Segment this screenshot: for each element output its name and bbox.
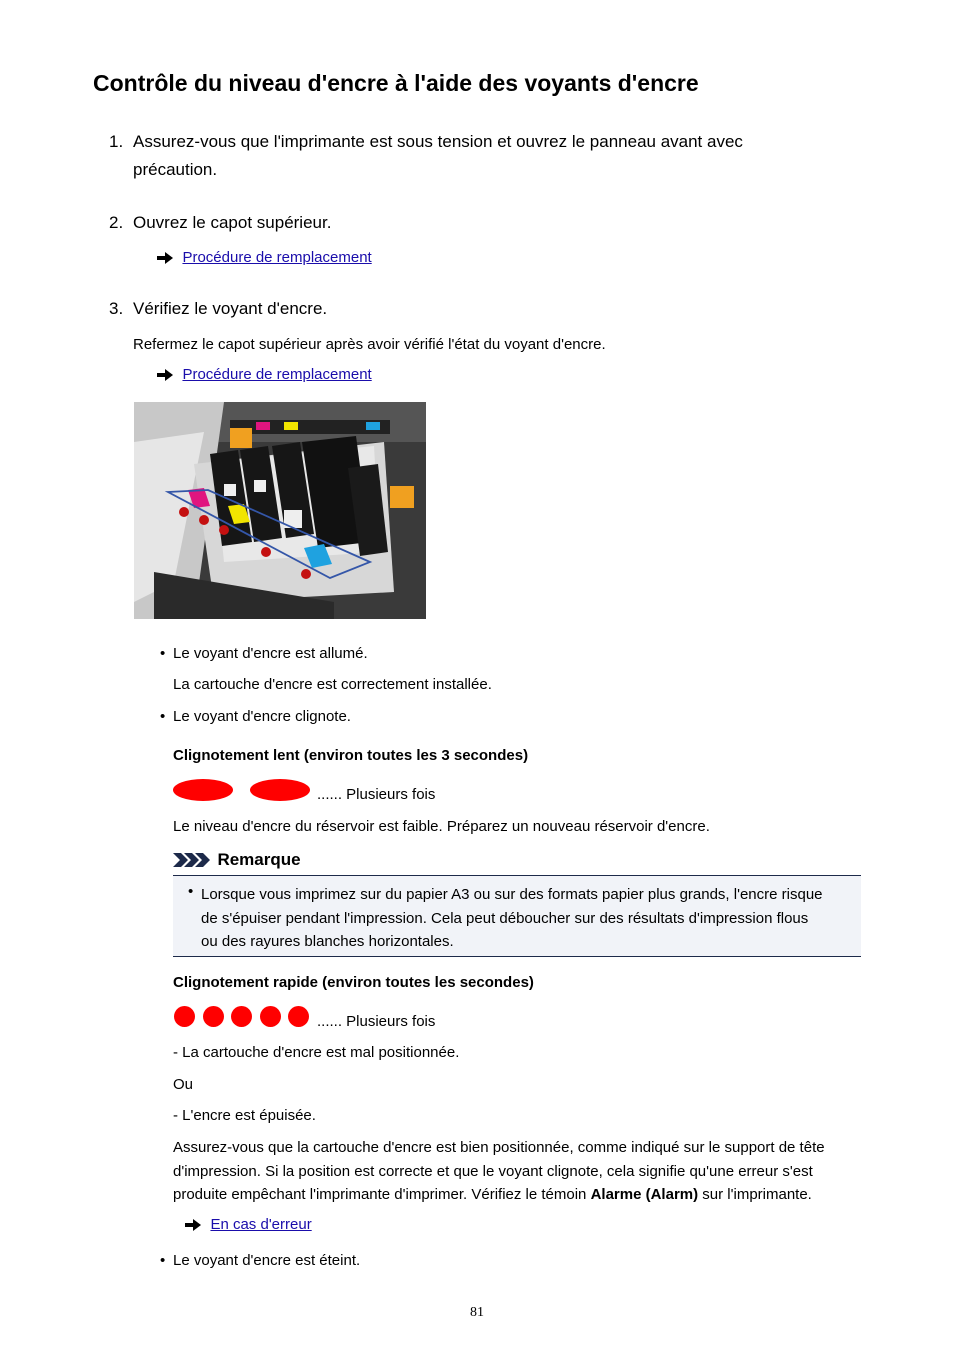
description-text: sur l'imprimante. [698, 1186, 812, 1203]
lamp-oval-icon [173, 779, 233, 801]
replacement-procedure-link[interactable]: Procédure de remplacement [182, 249, 372, 266]
lamp-dot-icon [174, 1006, 195, 1027]
lamp-dot-icon [203, 1006, 224, 1027]
error-link[interactable]: En cas d'erreur [210, 1216, 312, 1233]
lit-description: La cartouche d'encre est correctement installée. [173, 676, 492, 693]
note-line: ou des rayures blanches horizontales. [201, 933, 454, 950]
step-number: 1. [109, 132, 124, 151]
lamp-dot-icon [288, 1006, 309, 1027]
note-box [173, 875, 861, 957]
slow-blink-heading: Clignotement lent (environ toutes les 3 secondes) [173, 747, 529, 764]
fast-cause-1: - La cartouche d'encre est mal positionnée. [173, 1044, 460, 1061]
step-text-line: Assurez-vous que l'imprimante est sous tension et ouvrez le panneau avant avec [133, 132, 743, 151]
page-number: 81 [470, 1305, 484, 1320]
fast-cause-2: - L'encre est épuisée. [173, 1107, 316, 1124]
ink-cartridge-photo [134, 402, 426, 619]
note-bullet-dot: • [188, 883, 194, 900]
note-line: Lorsque vous imprimez sur du papier A3 ou sur des formats papier plus grands, l'encre risque [201, 886, 823, 903]
bullet-off [160, 1252, 361, 1269]
lamp-dot-icon [260, 1006, 281, 1027]
bullet-blinking [160, 708, 351, 725]
bullet-dot: • [160, 1252, 166, 1269]
bullet-text: Le voyant d'encre est allumé. [173, 645, 368, 662]
step-3 [109, 295, 829, 323]
lamp-oval-icon [250, 779, 310, 801]
bullet-text: Le voyant d'encre est éteint. [173, 1252, 361, 1269]
description-line: d'impression. Si la position est correcte et que le voyant clignote, cela signifie qu'une erreur s'est [173, 1162, 813, 1180]
step-text-line: précaution. [133, 160, 218, 179]
fast-description [173, 1136, 863, 1207]
step-text: Ouvrez le capot supérieur. [133, 213, 332, 232]
step-number: 2. [109, 213, 124, 232]
note-chevrons-icon [173, 851, 213, 869]
fast-or: Ou [173, 1076, 194, 1093]
slow-repeat-text: ...... Plusieurs fois [317, 786, 436, 803]
description-text: produite empêchant l'imprimante d'imprimer. Vérifiez le témoin [173, 1186, 591, 1203]
arrow-right-icon [157, 369, 173, 381]
arrow-right-icon [185, 1219, 201, 1231]
step-3-description: Refermez le capot supérieur après avoir vérifié l'état du voyant d'encre. [133, 336, 606, 353]
note-title: Remarque [217, 850, 301, 869]
step-2 [109, 209, 829, 237]
bullet-text: Le voyant d'encre clignote. [173, 708, 351, 725]
replacement-link-row-2 [157, 366, 372, 384]
lamp-dot-icon [231, 1006, 252, 1027]
fast-repeat-text: ...... Plusieurs fois [317, 1013, 436, 1030]
bullet-dot: • [160, 708, 166, 725]
slow-blink-description: Le niveau d'encre du réservoir est faible. Préparez un nouveau réservoir d'encre. [173, 818, 710, 835]
error-link-row [185, 1216, 312, 1234]
note-body [201, 883, 861, 954]
step-text: Vérifiez le voyant d'encre. [133, 299, 328, 318]
alarm-label: Alarme (Alarm) [590, 1186, 699, 1203]
note-line: de s'épuiser pendant l'impression. Cela peut déboucher sur des résultats d'impression flous [201, 909, 809, 927]
step-1 [109, 128, 829, 184]
arrow-right-icon [157, 252, 173, 264]
replacement-procedure-link[interactable]: Procédure de remplacement [182, 366, 372, 383]
description-line [173, 1183, 863, 1207]
step-number: 3. [109, 299, 124, 318]
note-header [173, 850, 301, 870]
fast-blink-heading: Clignotement rapide (environ toutes les secondes) [173, 974, 534, 991]
page-title: Contrôle du niveau d'encre à l'aide des voyants d'encre [93, 70, 699, 96]
description-line: Assurez-vous que la cartouche d'encre est bien positionnée, comme indiqué sur le support de tête [173, 1139, 825, 1156]
bullet-dot: • [160, 645, 166, 662]
replacement-link-row-1 [157, 249, 372, 267]
bullet-lit [160, 645, 368, 662]
